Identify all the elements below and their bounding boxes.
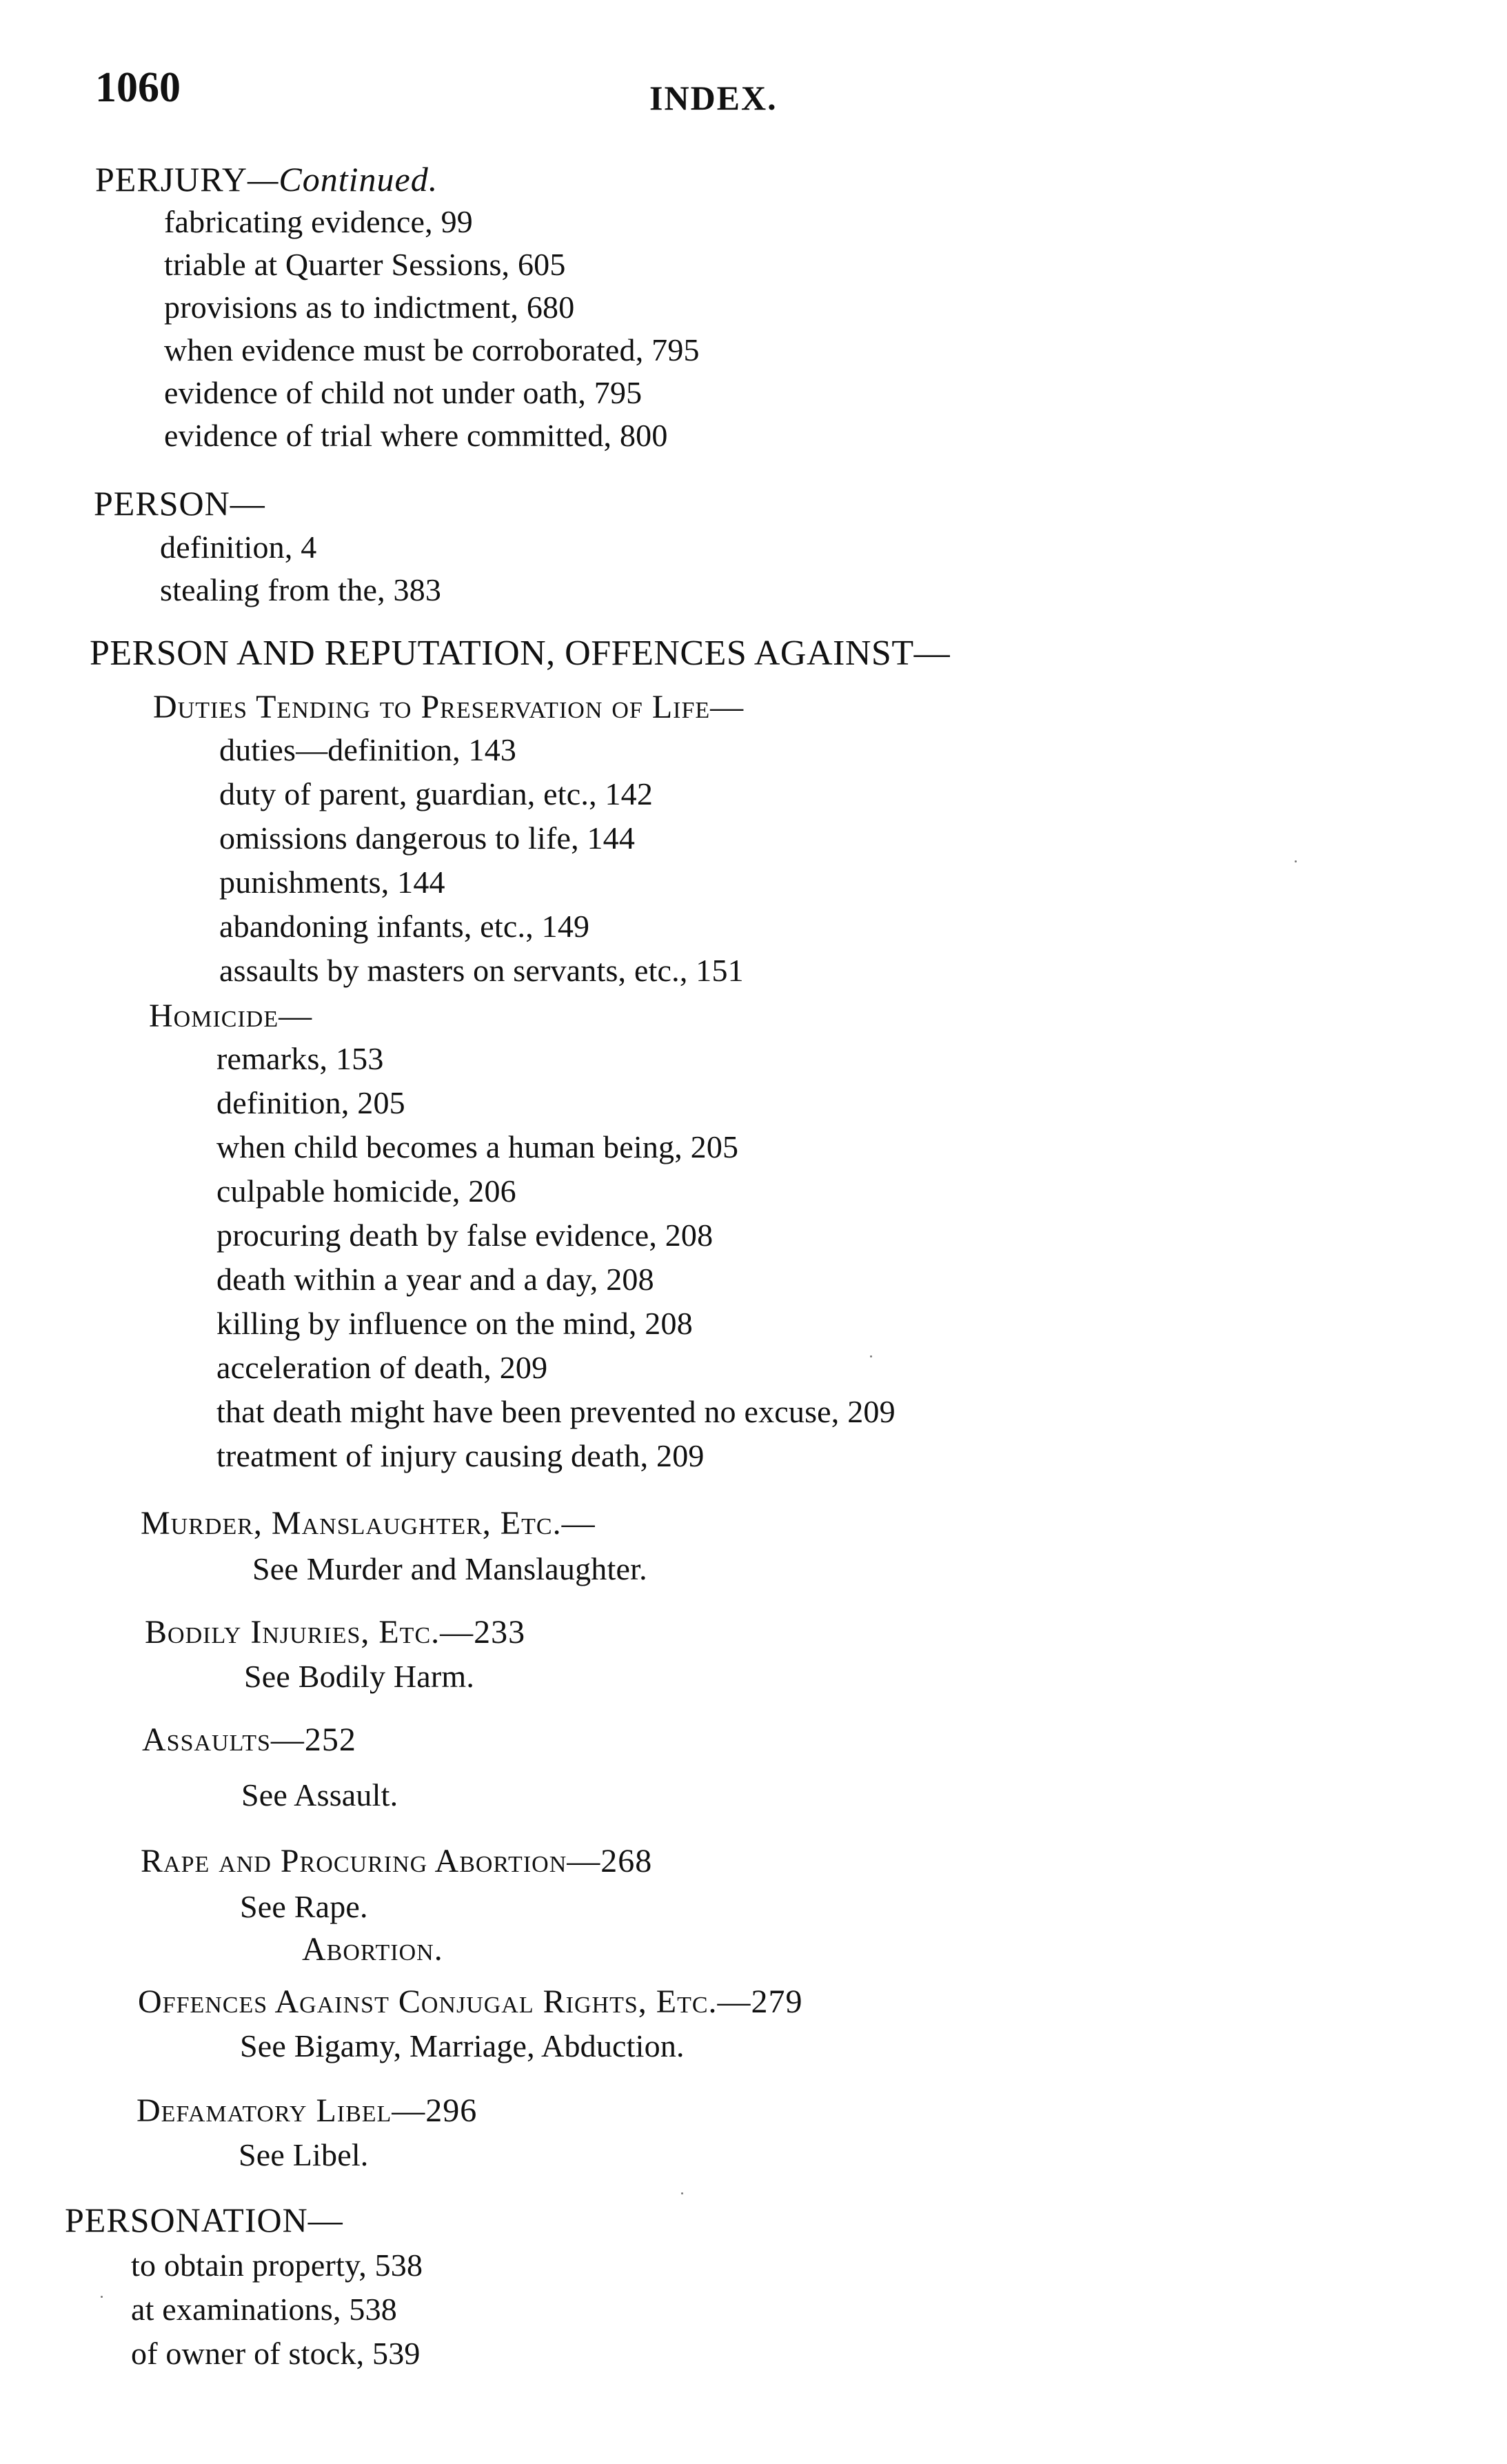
list-item: evidence of child not under oath, 795 bbox=[164, 375, 643, 410]
subheading-homicide: Homicide— bbox=[149, 998, 313, 1034]
list-item: remarks, 153 bbox=[216, 1041, 384, 1076]
list-item: at examinations, 538 bbox=[131, 2292, 397, 2327]
perjury-heading-text: PERJURY bbox=[95, 160, 247, 199]
list-item: to obtain property, 538 bbox=[131, 2248, 423, 2283]
subheading-rape: Rape and Procuring Abortion—268 bbox=[141, 1843, 653, 1879]
see-reference: See Bodily Harm. bbox=[244, 1659, 475, 1694]
see-reference: See Rape. bbox=[240, 1889, 368, 1924]
list-item: culpable homicide, 206 bbox=[216, 1173, 516, 1209]
list-item: when child becomes a human being, 205 bbox=[216, 1129, 739, 1164]
list-item: definition, 4 bbox=[160, 529, 317, 565]
list-item: treatment of injury causing death, 209 bbox=[216, 1438, 705, 1473]
see-reference: See Murder and Manslaughter. bbox=[252, 1551, 647, 1586]
page-number: 1060 bbox=[95, 64, 181, 111]
list-item: duties—definition, 143 bbox=[219, 732, 517, 767]
list-item: assaults by masters on servants, etc., 151 bbox=[219, 953, 744, 988]
list-item: duty of parent, guardian, etc., 142 bbox=[219, 776, 654, 811]
list-item: stealing from the, 383 bbox=[160, 572, 442, 607]
entry-heading-perjury bbox=[95, 160, 438, 199]
subheading-bodily-injuries: Bodily Injuries, Etc.—233 bbox=[145, 1614, 526, 1650]
scan-speck bbox=[681, 2192, 683, 2194]
see-reference: See Assault. bbox=[241, 1777, 398, 1812]
list-item: triable at Quarter Sessions, 605 bbox=[164, 247, 566, 282]
see-reference-secondary: Abortion. bbox=[302, 1931, 443, 1968]
scan-speck bbox=[870, 1355, 872, 1357]
running-head: INDEX. bbox=[649, 79, 778, 117]
list-item: fabricating evidence, 99 bbox=[164, 204, 473, 239]
entry-heading-personation: PERSONATION— bbox=[65, 2201, 343, 2239]
list-item: that death might have been prevented no excuse, 209 bbox=[216, 1394, 896, 1429]
subheading-conjugal-rights: Offences Against Conjugal Rights, Etc.—279 bbox=[138, 1983, 803, 2020]
list-item: evidence of trial where committed, 800 bbox=[164, 418, 668, 453]
subheading-murder: Murder, Manslaughter, Etc.— bbox=[141, 1505, 596, 1542]
list-item: killing by influence on the mind, 208 bbox=[216, 1306, 693, 1341]
see-reference: See Bigamy, Marriage, Abduction. bbox=[240, 2028, 685, 2063]
list-item: of owner of stock, 539 bbox=[131, 2336, 421, 2371]
list-item: definition, 205 bbox=[216, 1085, 405, 1120]
scan-speck bbox=[1295, 860, 1297, 862]
list-item: acceleration of death, 209 bbox=[216, 1350, 548, 1385]
scan-speck bbox=[101, 2296, 103, 2298]
list-item: when evidence must be corroborated, 795 bbox=[164, 332, 700, 367]
continued-label: —Continued. bbox=[247, 160, 438, 199]
entry-heading-person: PERSON— bbox=[94, 484, 265, 523]
see-reference: See Libel. bbox=[239, 2137, 369, 2172]
list-item: omissions dangerous to life, 144 bbox=[219, 820, 636, 856]
entry-heading-person-reputation: PERSON AND REPUTATION, OFFENCES AGAINST— bbox=[90, 634, 951, 673]
list-item: punishments, 144 bbox=[219, 865, 445, 900]
list-item: provisions as to indictment, 680 bbox=[164, 290, 575, 325]
subheading-duties: Duties Tending to Preservation of Life— bbox=[153, 689, 745, 725]
subheading-assaults: Assaults—252 bbox=[142, 1721, 356, 1758]
list-item: abandoning infants, etc., 149 bbox=[219, 909, 590, 944]
subheading-defamatory-libel: Defamatory Libel—296 bbox=[136, 2092, 478, 2129]
list-item: death within a year and a day, 208 bbox=[216, 1262, 654, 1297]
list-item: procuring death by false evidence, 208 bbox=[216, 1218, 714, 1253]
